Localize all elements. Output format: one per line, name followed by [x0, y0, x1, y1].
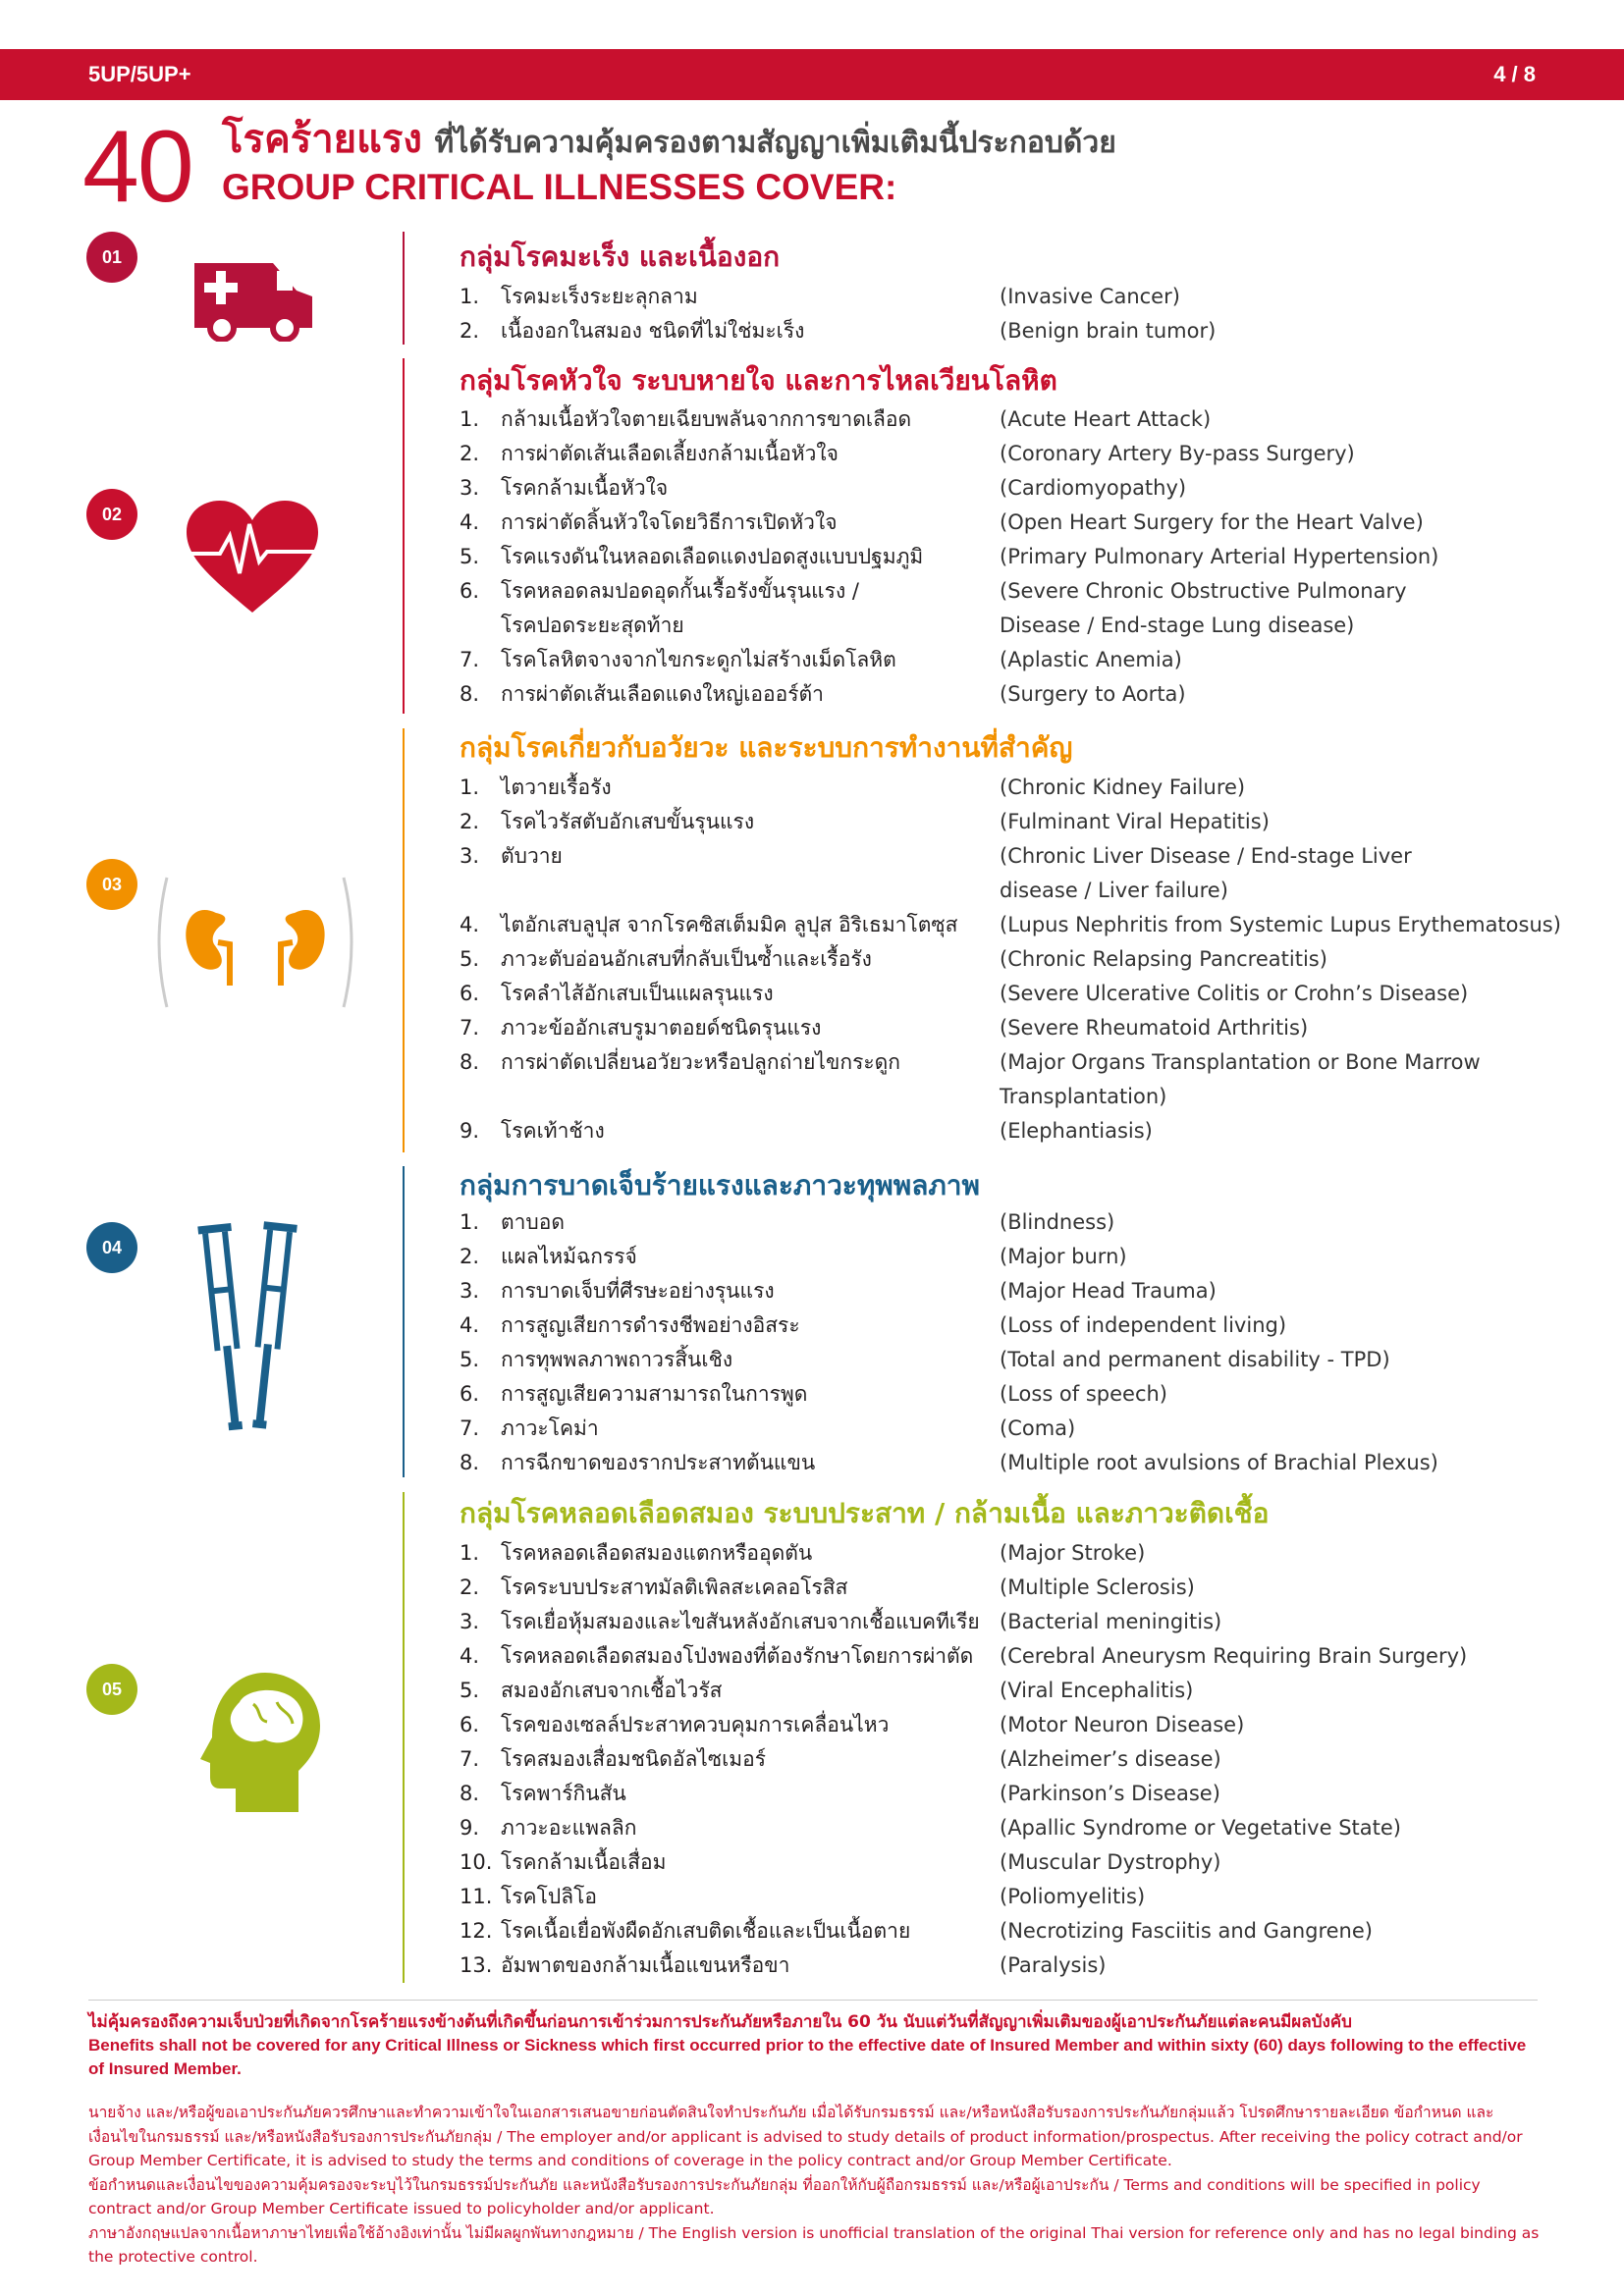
item-english: (Major burn) [1000, 1245, 1127, 1268]
item-number: 1. [460, 1541, 480, 1565]
item-english: (Coronary Artery By-pass Surgery) [1000, 442, 1355, 465]
item-thai: การสูญเสียการดำรงชีพอย่างอิสระ [501, 1313, 800, 1337]
item-english: (Benign brain tumor) [1000, 319, 1217, 343]
item-thai: โรคมะเร็งระยะลุกลาม [501, 285, 698, 308]
list-item [460, 1011, 1579, 1045]
list-item [460, 1205, 1579, 1240]
list-item [460, 908, 1579, 942]
list-item [460, 280, 1579, 314]
item-english: (Cardiomyopathy) [1000, 476, 1187, 500]
item-number: 5. [460, 545, 480, 568]
item-english: (Muscular Dystrophy) [1000, 1850, 1221, 1874]
item-thai: โรคหลอดลมปอดอุดกั้นเรื้อรังขั้นรุนแรง / [501, 579, 859, 603]
item-number: 5. [460, 947, 480, 971]
list-item [460, 1240, 1579, 1274]
item-thai: โรคโลหิตจางจากไขกระดูกไม่สร้างเม็ดโลหิต [501, 648, 896, 671]
kidneys-icon [157, 874, 353, 1011]
item-thai: เนื้องอกในสมอง ชนิดที่ไม่ใช่มะเร็ง [501, 319, 805, 343]
item-thai: แผลไหม้ฉกรรจ์ [501, 1245, 637, 1268]
list-item [460, 1811, 1579, 1845]
header-bar [0, 49, 1624, 100]
item-thai: กล้ามเนื้อหัวใจตายเฉียบพลันจากการขาดเลือด [501, 407, 912, 431]
group-title-02: กลุ่มโรคหัวใจ ระบบหายใจ และการไหลเวียนโลหิต [460, 364, 1057, 397]
item-english: (Coma) [1000, 1416, 1076, 1440]
item-english: (Motor Neuron Disease) [1000, 1713, 1245, 1736]
item-number: 8. [460, 682, 480, 706]
product-code: 5UP/5UP+ [88, 62, 191, 86]
item-number: 2. [460, 1245, 480, 1268]
list-item [460, 1674, 1579, 1708]
illness-count: 40 [82, 110, 192, 224]
list-item [460, 471, 1579, 506]
item-number: 12. [460, 1919, 493, 1943]
list-item [460, 1114, 1579, 1148]
item-number: 4. [460, 1313, 480, 1337]
group-divider-5 [403, 1492, 405, 1983]
item-number: 2. [460, 810, 480, 833]
item-english: (Parkinson’s Disease) [1000, 1782, 1220, 1805]
list-item [460, 1571, 1579, 1605]
list-item [460, 805, 1579, 839]
item-english: (Invasive Cancer) [1000, 285, 1180, 308]
item-number: 7. [460, 1416, 480, 1440]
group-title-01: กลุ่มโรคมะเร็ง และเนื้องอก [460, 240, 781, 273]
list-item [460, 942, 1579, 977]
item-english: (Major Stroke) [1000, 1541, 1146, 1565]
item-english: (Apallic Syndrome or Vegetative State) [1000, 1816, 1401, 1840]
item-english: (Fulminant Viral Hepatitis) [1000, 810, 1270, 833]
item-english: (Chronic Relapsing Pancreatitis) [1000, 947, 1327, 971]
item-english: (Major Head Trauma) [1000, 1279, 1217, 1303]
item-thai: การผ่าตัดเส้นเลือดแดงใหญ่เอออร์ต้า [501, 682, 824, 706]
item-number: 3. [460, 844, 480, 868]
list-item [460, 1880, 1579, 1914]
group-divider-3 [403, 728, 405, 1152]
group-badge-04: 04 [86, 1222, 137, 1273]
item-thai: การผ่าตัดเส้นเลือดเลี้ยงกล้ามเนื้อหัวใจ [501, 442, 839, 465]
heart-pulse-icon [181, 497, 324, 614]
item-number: 4. [460, 1644, 480, 1668]
item-thai: ภาวะตับอ่อนอักเสบที่กลับเป็นซ้ำและเรื้อรัง [501, 947, 872, 971]
item-english: (Elephantiasis) [1000, 1119, 1153, 1143]
item-thai: โรคกล้ามเนื้อหัวใจ [501, 476, 669, 500]
item-english: (Lupus Nephritis from Systemic Lupus Erythematosus) [1000, 913, 1561, 936]
item-number: 8. [460, 1050, 480, 1074]
list-item [460, 540, 1579, 574]
list-item [460, 1845, 1579, 1880]
footer-divider [88, 2000, 1538, 2001]
item-english: (Aplastic Anemia) [1000, 648, 1182, 671]
page-title-thai [222, 116, 1116, 163]
item-english: (Severe Ulcerative Colitis or Crohn’s Disease) [1000, 982, 1469, 1005]
head-brain-icon [196, 1669, 324, 1816]
item-number: 3. [460, 1610, 480, 1633]
item-number: 11. [460, 1885, 493, 1908]
item-thai: ไตอักเสบลูปุส จากโรคซิสเต็มมิค ลูปุส อิริเธมาโตซุส [501, 913, 958, 936]
item-english: (Primary Pulmonary Arterial Hypertension) [1000, 545, 1439, 568]
list-item [460, 1045, 1579, 1080]
item-thai: โรคหลอดเลือดสมองแตกหรืออุดตัน [501, 1541, 813, 1565]
item-thai: โรคไวรัสตับอักเสบขั้นรุนแรง [501, 810, 755, 833]
crutches-icon [196, 1217, 304, 1433]
list-item [460, 839, 1579, 874]
item-english: (Chronic Kidney Failure) [1000, 775, 1246, 799]
item-thai: โรคกล้ามเนื้อเสื่อม [501, 1850, 667, 1874]
fine-print [88, 2101, 1542, 2269]
item-thai: การสูญเสียความสามารถในการพูด [501, 1382, 808, 1406]
item-english: (Cerebral Aneurysm Requiring Brain Surgery) [1000, 1644, 1468, 1668]
list-item [460, 314, 1579, 348]
item-number: 8. [460, 1451, 480, 1474]
list-item [460, 1639, 1579, 1674]
item-number: 8. [460, 1782, 480, 1805]
list-item [460, 1708, 1579, 1742]
group-title-04: กลุ่มการบาดเจ็บร้ายแรงและภาวะทุพพลภาพ [460, 1169, 980, 1201]
list-item [460, 1343, 1579, 1377]
item-thai: โรคเท้าช้าง [501, 1119, 605, 1143]
item-english: (Viral Encephalitis) [1000, 1679, 1194, 1702]
list-item [460, 1605, 1579, 1639]
list-item [460, 1914, 1579, 1949]
list-item [460, 1308, 1579, 1343]
item-english: (Alzheimer’s disease) [1000, 1747, 1221, 1771]
item-english: Transplantation) [1000, 1085, 1167, 1108]
item-number: 7. [460, 1016, 480, 1040]
item-english: disease / Liver failure) [1000, 879, 1228, 902]
item-number: 2. [460, 1575, 480, 1599]
group-title-03: กลุ่มโรคเกี่ยวกับอวัยวะ และระบบการทำงานที่สำคัญ [460, 731, 1073, 764]
item-thai: โรคปอดระยะสุดท้าย [501, 614, 684, 637]
group-divider-1 [403, 232, 405, 345]
group-badge-02: 02 [86, 489, 137, 540]
item-english: (Bacterial meningitis) [1000, 1610, 1222, 1633]
exclusion-notice-thai: ไม่คุ้มครองถึงความเจ็บป่วยที่เกิดจากโรคร้ายแรงข้างต้นที่เกิดขึ้นก่อนการเข้าร่วมการประกันภัยหรือภายใน 60 วัน นับแต่วันที่สัญญาเพิ่มเติมของผู้เอาประกันภัยแต่ละคนมีผลบังคับ [88, 2012, 1352, 2032]
item-number: 9. [460, 1119, 480, 1143]
item-thai: ภาวะข้ออักเสบรูมาตอยด์ชนิดรุนแรง [501, 1016, 822, 1040]
list-item [460, 1377, 1579, 1412]
item-number: 5. [460, 1679, 480, 1702]
group-badge-05: 05 [86, 1664, 137, 1715]
list-item [460, 609, 1579, 643]
item-number: 13. [460, 1953, 493, 1977]
item-number: 4. [460, 510, 480, 534]
item-number: 1. [460, 775, 480, 799]
item-english: (Surgery to Aorta) [1000, 682, 1186, 706]
item-english: (Open Heart Surgery for the Heart Valve) [1000, 510, 1424, 534]
list-item [460, 1742, 1579, 1777]
list-item [460, 1949, 1579, 1983]
item-thai: โรคโปลิโอ [501, 1885, 597, 1908]
list-item [460, 1080, 1579, 1114]
item-thai: โรคลำไส้อักเสบเป็นแผลรุนแรง [501, 982, 774, 1005]
title-thai-rest: ที่ได้รับความคุ้มครองตามสัญญาเพิ่มเติมนี้ประกอบด้วย [434, 126, 1116, 160]
item-number: 5. [460, 1348, 480, 1371]
item-thai: โรคเนื้อเยื่อพังผืดอักเสบติดเชื้อและเป็นเนื้อตาย [501, 1919, 911, 1943]
fine-print-paragraph: ข้อกำหนดและเงื่อนไขของความคุ้มครองจะระบุไว้ในกรมธรรม์ประกันภัย และหนังสือรับรองการประกันภัยกลุ่ม ที่ออกให้กับผู้ถือกรมธรรม์ และ/หรือผู้เอาประกัน / Terms and conditions will be specified in policy contract and/or Group Member Certificate issued to policyholder and/or applicant. [88, 2175, 1481, 2217]
item-number: 2. [460, 319, 480, 343]
fine-print-paragraph: ภาษาอังกฤษแปลจากเนื้อหาภาษาไทยเพื่อใช้อ้างอิงเท่านั้น ไม่มีผลผูกพันทางกฎหมาย / The English version is unofficial translation of the original Thai version for reference only and has no legal binding as the protective control. [88, 2223, 1540, 2266]
list-item [460, 437, 1579, 471]
item-thai: โรคระบบประสาทมัลติเพิลสะเคลอโรสิส [501, 1575, 848, 1599]
item-number: 1. [460, 407, 480, 431]
item-number: 1. [460, 1210, 480, 1234]
item-thai: โรคสมองเสื่อมชนิดอัลไซเมอร์ [501, 1747, 767, 1771]
group-divider-2 [403, 358, 405, 714]
list-item [460, 874, 1579, 908]
list-item [460, 1274, 1579, 1308]
page-title-english: GROUP CRITICAL ILLNESSES COVER: [222, 167, 897, 207]
item-thai: ไตวายเรื้อรัง [501, 775, 612, 799]
item-thai: โรคพาร์กินสัน [501, 1782, 626, 1805]
item-thai: โรคหลอดเลือดสมองโป่งพองที่ต้องรักษาโดยการผ่าตัด [501, 1644, 974, 1668]
item-english: (Loss of speech) [1000, 1382, 1168, 1406]
item-number: 6. [460, 1713, 480, 1736]
item-number: 10. [460, 1850, 493, 1874]
ambulance-icon [190, 257, 316, 342]
item-number: 3. [460, 476, 480, 500]
item-thai: ภาวะอะแพลลิก [501, 1816, 637, 1840]
group-badge-03: 03 [86, 859, 137, 910]
item-thai: โรคแรงดันในหลอดเลือดแดงปอดสูงแบบปฐมภูมิ [501, 545, 924, 568]
list-item [460, 1446, 1579, 1480]
item-thai: การบาดเจ็บที่ศีรษะอย่างรุนแรง [501, 1279, 775, 1303]
list-item [460, 402, 1579, 437]
list-item [460, 1536, 1579, 1571]
item-number: 6. [460, 579, 480, 603]
list-item [460, 506, 1579, 540]
item-thai: ตาบอด [501, 1210, 566, 1234]
item-english: (Paralysis) [1000, 1953, 1107, 1977]
item-thai: การผ่าตัดลิ้นหัวใจโดยวิธีการเปิดหัวใจ [501, 510, 838, 534]
list-item [460, 677, 1579, 712]
item-number: 2. [460, 442, 480, 465]
exclusion-notice-english: Benefits shall not be covered for any Critical Illness or Sickness which first occurred prior to the effective date of Insured Member and within sixty (60) days following to the effective of Insured Member. [88, 2036, 1527, 2078]
item-number: 3. [460, 1279, 480, 1303]
item-thai: ตับวาย [501, 844, 563, 868]
list-item [460, 1777, 1579, 1811]
list-item [460, 1412, 1579, 1446]
item-english: (Multiple root avulsions of Brachial Plexus) [1000, 1451, 1438, 1474]
item-thai: สมองอักเสบจากเชื้อไวรัส [501, 1679, 723, 1702]
item-thai: การทุพพลภาพถาวรสิ้นเชิง [501, 1348, 733, 1371]
item-thai: ภาวะโคม่า [501, 1416, 599, 1440]
list-item [460, 977, 1579, 1011]
item-english: Disease / End-stage Lung disease) [1000, 614, 1355, 637]
item-number: 6. [460, 1382, 480, 1406]
item-english: (Chronic Liver Disease / End-stage Liver [1000, 844, 1412, 868]
item-english: (Severe Rheumatoid Arthritis) [1000, 1016, 1309, 1040]
group-badge-01: 01 [86, 232, 137, 283]
item-thai: การฉีกขาดของรากประสาทต้นแขน [501, 1451, 816, 1474]
item-number: 1. [460, 285, 480, 308]
item-english: (Major Organs Transplantation or Bone Marrow [1000, 1050, 1481, 1074]
item-english: (Total and permanent disability - TPD) [1000, 1348, 1390, 1371]
list-item [460, 771, 1579, 805]
item-number: 6. [460, 982, 480, 1005]
item-thai: โรคของเซลล์ประสาทควบคุมการเคลื่อนไหว [501, 1713, 890, 1736]
item-english: (Loss of independent living) [1000, 1313, 1287, 1337]
item-number: 4. [460, 913, 480, 936]
fine-print-paragraph: นายจ้าง และ/หรือผู้ขอเอาประกันภัยควรศึกษาและทำความเข้าใจในเอกสารเสนอขายก่อนตัดสินใจทำประกันภัย เมื่อได้รับกรมธรรม์ และ/หรือหนังสือรับรองการประกันภัยกลุ่มแล้ว โปรดศึกษารายละเอียด ข้อกำหนด และเงื่อนไขในกรมธรรม์ และ/หรือหนังสือรับรองการประกันภัยกลุ่ม / The employer and/or applicant is advised to study details of product information/prospectus. After receiving the policy cotract and/or Group Member Certificate, it is advised to study the terms and conditions of coverage in the policy contract and/or Group Member Certificate. [88, 2104, 1523, 2169]
item-english: (Multiple Sclerosis) [1000, 1575, 1195, 1599]
item-english: (Acute Heart Attack) [1000, 407, 1212, 431]
item-thai: อัมพาตของกล้ามเนื้อแขนหรือขา [501, 1953, 790, 1977]
item-number: 7. [460, 648, 480, 671]
list-item [460, 574, 1579, 609]
item-thai: โรคเยื่อหุ้มสมองและไขสันหลังอักเสบจากเชื้อแบคทีเรีย [501, 1610, 980, 1633]
page-number: 4 / 8 [1493, 62, 1536, 86]
item-english: (Severe Chronic Obstructive Pulmonary [1000, 579, 1407, 603]
group-divider-4 [403, 1166, 405, 1477]
exclusion-notice [88, 2010, 1542, 2081]
item-english: (Blindness) [1000, 1210, 1115, 1234]
item-number: 7. [460, 1747, 480, 1771]
item-thai: การผ่าตัดเปลี่ยนอวัยวะหรือปลูกถ่ายไขกระดูก [501, 1050, 900, 1074]
item-english: (Poliomyelitis) [1000, 1885, 1146, 1908]
title-thai-highlight: โรคร้ายแรง [222, 117, 422, 162]
list-item [460, 643, 1579, 677]
item-english: (Necrotizing Fasciitis and Gangrene) [1000, 1919, 1373, 1943]
group-title-05: กลุ่มโรคหลอดเลือดสมอง ระบบประสาท / กล้ามเนื้อ และภาวะติดเชื้อ [460, 1497, 1270, 1529]
item-number: 9. [460, 1816, 480, 1840]
